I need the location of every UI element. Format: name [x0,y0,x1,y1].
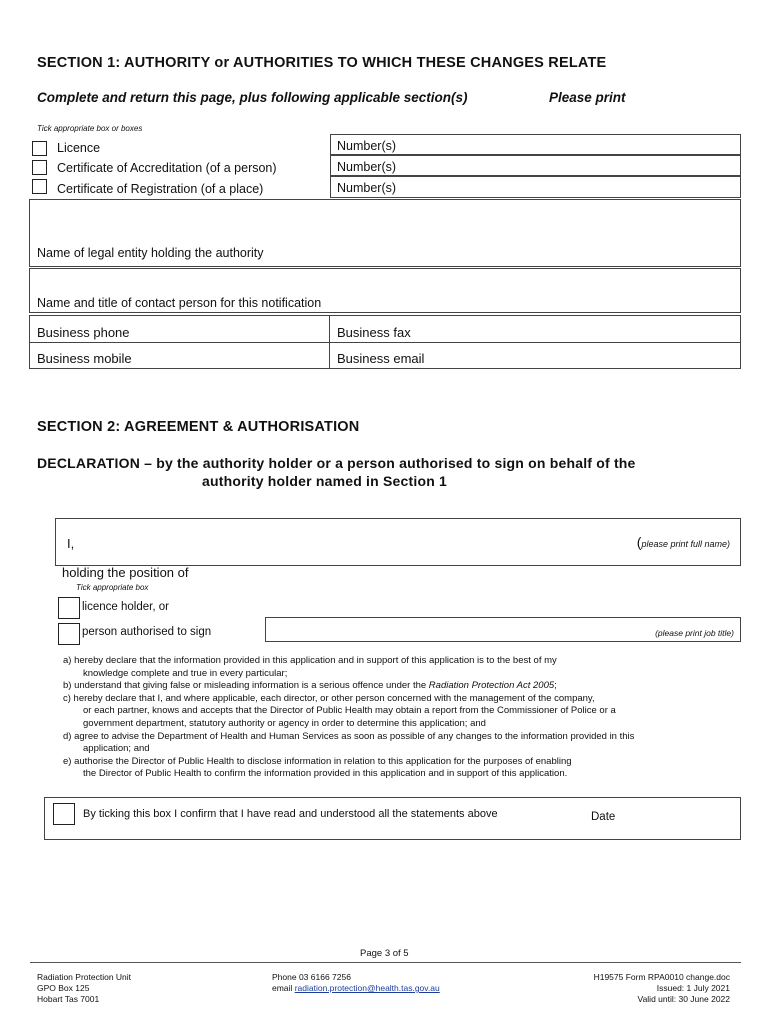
section2-heading: SECTION 2: AGREEMENT & AUTHORISATION [37,419,360,435]
footer-email-label: email [272,983,295,993]
number-label: Number(s) [337,181,397,195]
footer-phone: Phone 03 6166 7256 [272,972,351,982]
legal-entity-field[interactable] [29,199,741,267]
licence-label: Licence [57,141,101,155]
business-email-label: Business email [337,351,425,366]
statement-d: d) agree to advise the Department of Health and Human Services as soon as possible of any changes to the information provided in this [63,730,635,742]
footer-valid: Valid until: 30 June 2022 [637,994,730,1004]
statement-d-cont: application; and [83,743,150,755]
accreditation-checkbox[interactable] [32,160,47,175]
contact-person-field[interactable] [29,268,741,313]
business-mobile-field[interactable] [29,342,330,369]
job-title-hint: (please print job title) [655,628,734,638]
statement-b: b) understand that giving false or misleading information is a serious offence under the Radiation Protection Act 2005; [63,680,557,692]
date-label: Date [591,811,616,823]
tick-box-note: Tick appropriate box [76,583,149,592]
footer-box: GPO Box 125 [37,983,90,993]
business-email-field[interactable] [329,342,741,369]
declaration-line1: DECLARATION – by the authority holder or a person authorised to sign on behalf of the [37,455,636,471]
confirmation-box [44,797,741,840]
full-name-field[interactable] [55,518,741,566]
footer-divider [30,962,741,963]
confirm-checkbox[interactable] [53,803,75,825]
footer-form-ref: H19575 Form RPA0010 change.doc [593,972,730,982]
footer-email-link[interactable]: radiation.protection@health.tas.gov.au [294,983,440,993]
i-label: I, [67,536,75,551]
declaration-statements [63,655,743,785]
footer-unit: Radiation Protection Unit [37,972,132,982]
contact-person-label: Name and title of contact person for this notification [37,296,322,310]
statement-c: c) hereby declare that I, and where applicable, each director, or other person concerned with the management of the company, [63,692,595,704]
business-fax-label: Business fax [337,325,411,340]
footer-address [37,972,131,1005]
person-authorised-checkbox[interactable] [58,623,80,645]
footer-city: Hobart Tas 7001 [37,994,100,1004]
registration-label: Certificate of Registration (of a place) [57,182,264,196]
legal-entity-label: Name of legal entity holding the authority [37,246,264,260]
statement-c-cont1: or each partner, knows and accepts that the Director of Public Health may obtain a report from the Commissioner of Police or a [83,705,616,717]
please-print-note: Please print [549,90,626,105]
statement-e-cont: the Director of Public Health to confirm the information provided in this application and in support of this application. [83,768,568,780]
registration-number-field[interactable] [330,176,741,198]
page-number: Page 3 of 5 [360,948,409,959]
business-fax-field[interactable] [329,315,741,343]
section1-instruction: Complete and return this page, plus following applicable section(s) [37,90,468,105]
accreditation-label: Certificate of Accreditation (of a person) [57,161,277,175]
person-authorised-label: person authorised to sign [82,626,212,638]
full-name-hint: (please print full name) [636,534,730,550]
statement-c-cont2: government department, statutory authority or agency in order to determine this application; and [83,718,486,729]
business-phone-label: Business phone [37,325,130,340]
declaration-line2: authority holder named in Section 1 [202,473,448,489]
number-label: Number(s) [337,160,397,174]
footer-form-info [594,972,730,1005]
statement-e: e) authorise the Director of Public Health to disclose information in relation to this application for the purposes of enabling [63,755,572,767]
footer-issued: Issued: 1 July 2021 [656,983,730,993]
business-phone-field[interactable] [29,315,330,343]
job-title-field[interactable] [265,617,741,642]
registration-checkbox[interactable] [32,179,47,194]
statement-a: a) hereby declare that the information provided in this application and in support of this application is to the best of my [63,655,557,666]
licence-checkbox[interactable] [32,141,47,156]
section1-heading: SECTION 1: AUTHORITY or AUTHORITIES TO WHICH THESE CHANGES RELATE [37,55,607,71]
licence-holder-checkbox[interactable] [58,597,80,619]
confirm-text: By ticking this box I confirm that I have read and understood all the statements above [83,808,498,820]
number-label: Number(s) [337,139,397,153]
licence-holder-label: licence holder, or [82,601,169,613]
licence-number-field[interactable] [330,134,741,155]
accreditation-number-field[interactable] [330,155,741,176]
statement-a-cont: knowledge complete and true in every particular; [83,667,288,679]
footer-contact [272,972,440,994]
business-mobile-label: Business mobile [37,351,132,366]
holding-position-label: holding the position of [62,565,189,580]
tick-note: Tick appropriate box or boxes [37,124,143,133]
